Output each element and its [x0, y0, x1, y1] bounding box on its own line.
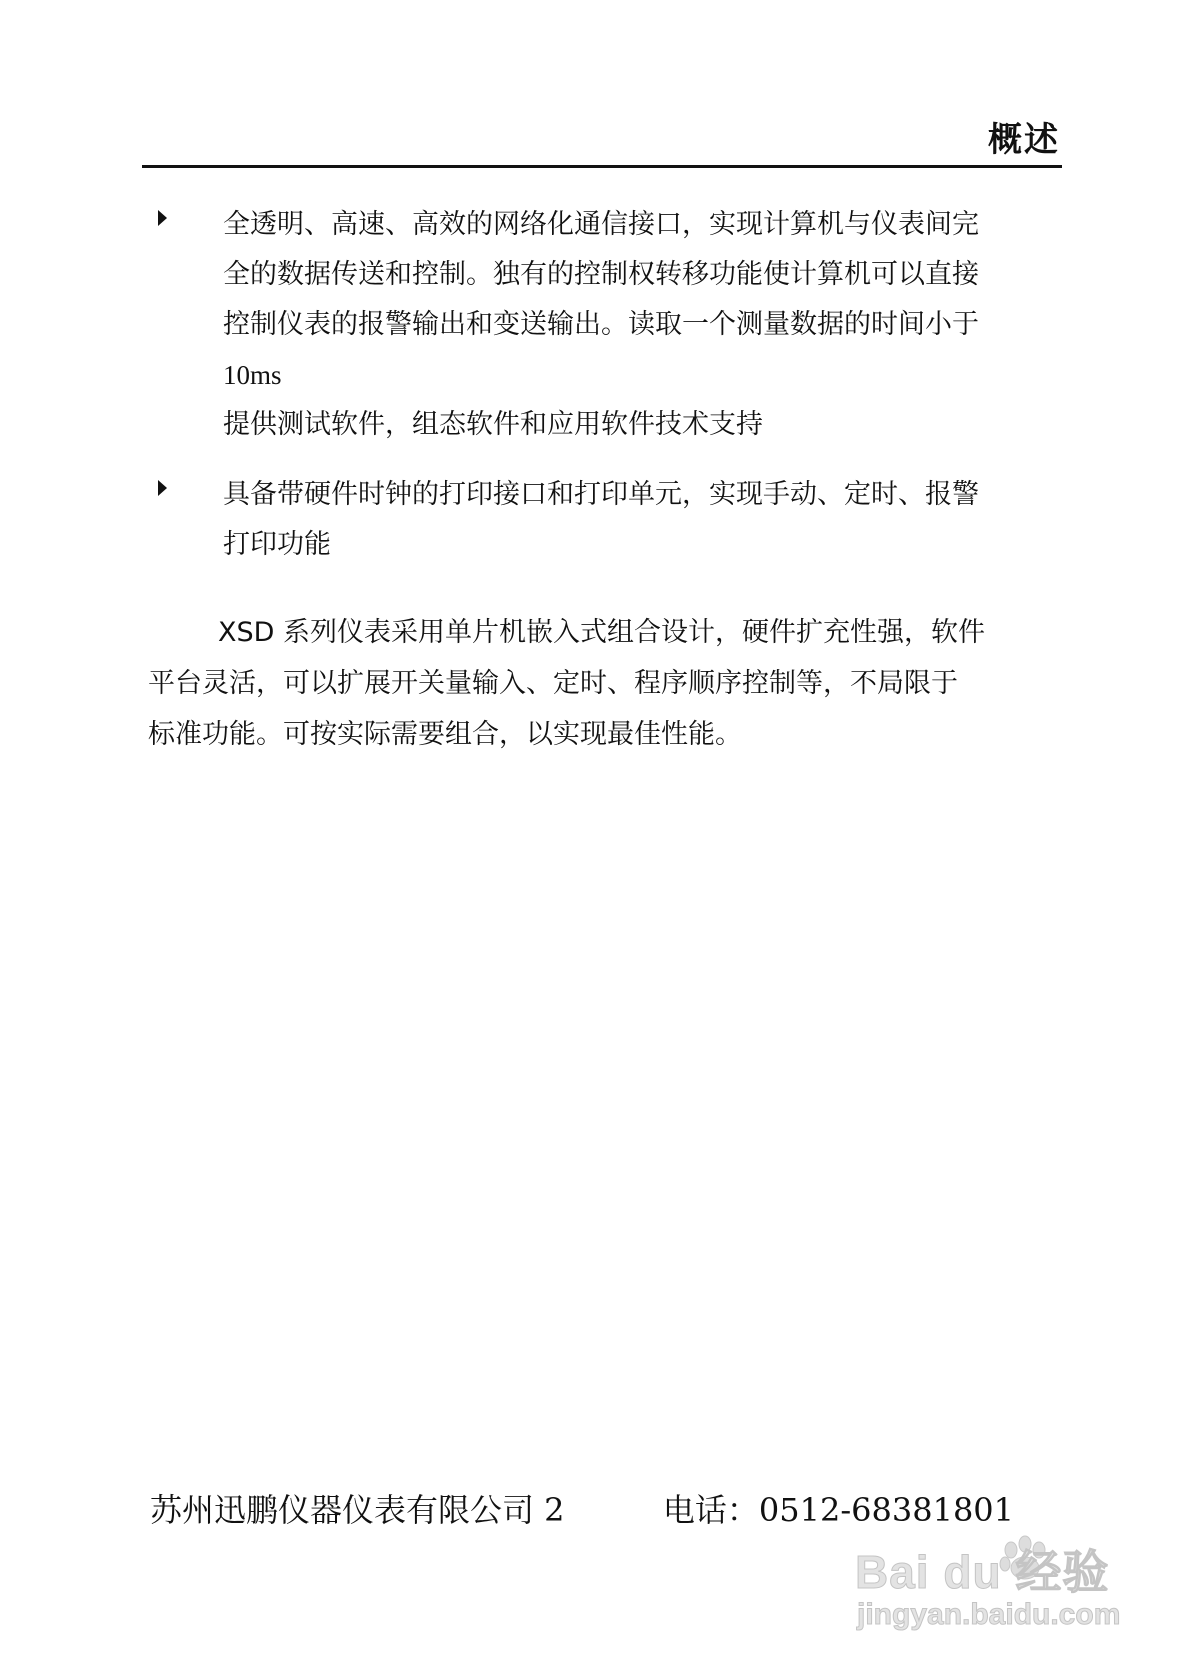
- footer-company: 苏州迅鹏仪器仪表有限公司 2: [150, 1491, 565, 1529]
- bullet-text: [223, 470, 1063, 570]
- bullet-line: 全的数据传送和控制。独有的控制权转移功能使计算机可以直接: [223, 259, 979, 290]
- footer-phone: 电话：0512-68381801: [662, 1491, 1015, 1529]
- page-footer: [150, 1485, 1014, 1531]
- bullet-line: 控制仪表的报警输出和变送输出。读取一个测量数据的时间小于: [223, 309, 979, 340]
- paragraph-line: 标准功能。可按实际需要组合，以实现最佳性能。: [148, 719, 742, 750]
- paragraph-line: 平台灵活，可以扩展开关量输入、定时、程序顺序控制等，不局限于: [148, 668, 958, 699]
- description-paragraph: [148, 607, 1068, 760]
- bullet-line: 具备带硬件时钟的打印接口和打印单元，实现手动、定时、报警: [223, 479, 979, 510]
- triangle-bullet-icon: [158, 480, 167, 496]
- watermark-url: jingyan.baidu.com: [857, 1598, 1121, 1631]
- bullet-text: [223, 200, 1063, 450]
- triangle-bullet-icon: [158, 210, 167, 226]
- paragraph-line: XSD 系列仪表采用单片机嵌入式组合设计，硬件扩充性强，软件: [218, 617, 986, 648]
- bullet-line: 全透明、高速、高效的网络化通信接口，实现计算机与仪表间完: [223, 209, 979, 240]
- bullet-item-2: [158, 470, 1063, 570]
- bullet-line: 10ms: [223, 360, 282, 390]
- bullet-line: 打印功能: [223, 529, 331, 560]
- bullet-item-1: [158, 200, 1063, 450]
- baidu-jingyan-watermark: [855, 1528, 1125, 1638]
- bullet-line: 提供测试软件，组态软件和应用软件技术支持: [223, 409, 763, 440]
- page-title: 概述: [988, 120, 1060, 160]
- watermark-brand: Bai du 经验: [855, 1546, 1110, 1598]
- header-divider: [142, 165, 1062, 168]
